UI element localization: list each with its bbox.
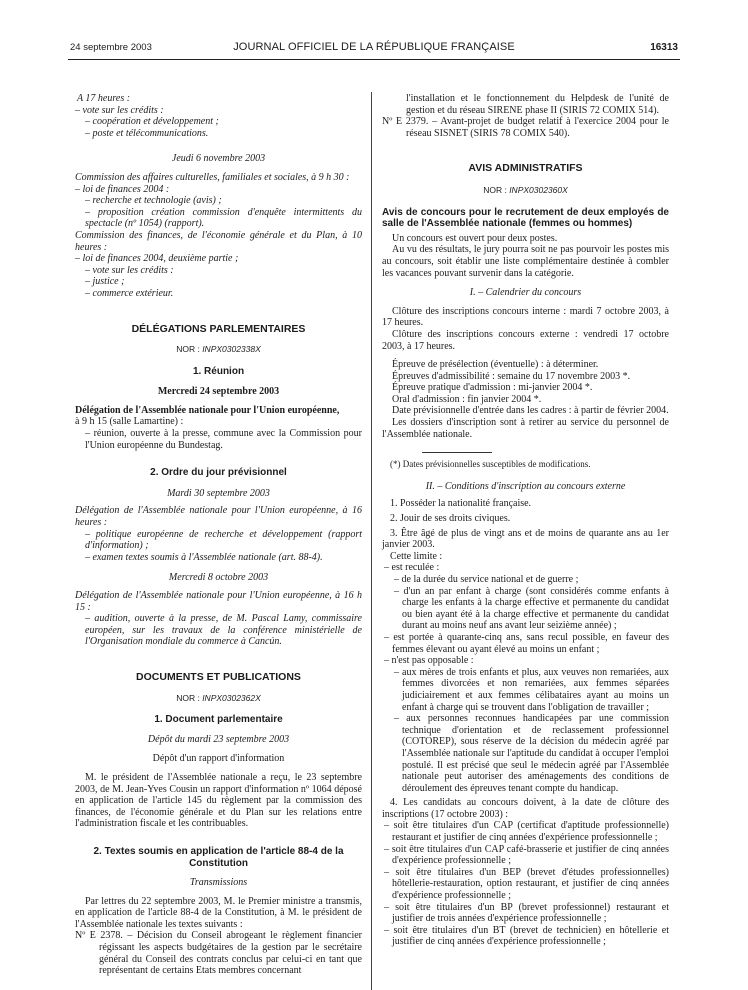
paragraph: Délégation de l'Assemblée nationale pour l'Union européenne, à 16 heures :: [75, 505, 362, 529]
paragraph: Nº E 2379. – Avant-projet de budget relatif à l'exercice 2004 pour le réseau SISNET (SIRIS 78 COMIX 540).: [382, 116, 669, 139]
list-item: – vote sur les crédits :: [85, 264, 174, 276]
date-heading: Mardi 30 septembre 2003: [167, 487, 270, 499]
subsection-title: 1. Réunion: [192, 365, 245, 377]
subsection-title: II. – Conditions d'inscription au concours externe: [425, 480, 626, 492]
right-column: [382, 93, 669, 948]
paragraph: Épreuve de présélection (éventuelle) : à déterminer.: [392, 359, 599, 371]
paragraph: 3. Être âgé de plus de vingt ans et de moins de quarante ans au 1er janvier 2003.: [382, 527, 669, 551]
paragraph: Cette limite :: [390, 550, 443, 562]
paragraph: 1. Posséder la nationalité française.: [390, 498, 532, 510]
text-line: – coopération et développement ;: [85, 116, 219, 128]
nor-reference: NOR : INPX0302338X: [176, 344, 261, 355]
list-item: – aux mères de trois enfants et plus, aux veuves non remariées, aux femmes divorcées et non remariées, aux femmes séparées judiciairement et aux femmes célibataires ayant au moins un enfant à charge qui se trouvent dans l'obligation de travailler ;: [394, 666, 669, 713]
section-title: DÉLÉGATIONS PARLEMENTAIRES: [131, 322, 306, 335]
list-item: – aux personnes reconnues handicapées par une commission technique d'orientation et de reclassement professionnel (COTOREP), sous réserve de la décision du médecin agréé par l'Assemblée nationale sur l'aptitude du candidat à occuper l'emploi postulé. Il est précisé que seul le médecin agréé par l'Assemblée nationale peut autoriser des aménagements des conditions de déroulement des épreuves tenant compte du handicap.: [394, 713, 669, 794]
paragraph: Clôture des inscriptions concours interne : mardi 7 octobre 2003, à 17 heures.: [382, 305, 669, 329]
subsection-title: 1. Document parlementaire: [154, 714, 283, 726]
subsection-title: I. – Calendrier du concours: [469, 287, 582, 299]
list-item: – justice ;: [85, 276, 125, 288]
header-rule: [68, 59, 680, 60]
paragraph: Les dossiers d'inscription sont à retirer au service du personnel de l'Assemblée nationale.: [382, 417, 669, 440]
paragraph: Commission des affaires culturelles, familiales et sociales, à 9 h 30 :: [75, 171, 350, 183]
paragraph: Épreuve pratique d'admission : mi-janvier 2004 *.: [392, 382, 593, 394]
text-line: – poste et télécommunications.: [85, 127, 209, 139]
paragraph: à 9 h 15 (salle Lamartine) :: [75, 416, 184, 428]
left-column: [75, 93, 362, 977]
paragraph: Épreuves d'admissibilité : semaine du 17 novembre 2003 *.: [392, 370, 631, 382]
list-item: – loi de finances 2004 :: [75, 183, 170, 195]
list-item: – commerce extérieur.: [85, 287, 174, 299]
section-title: AVIS ADMINISTRATIFS: [468, 162, 583, 175]
paragraph: M. le président de l'Assemblée nationale a reçu, le 23 septembre 2003, de M. Jean-Yves Cousin un rapport d'information nº 1064 déposé en application de l'article 145 du règlement par la commission des finances, de l'économie générale et du Plan sur les relations entre l'administration fiscale et les contribuables.: [75, 771, 362, 830]
list-item: – d'un an par enfant à charge (sont considérés comme enfants à charge les enfants à la charge effective et permanente du candidat ou bien ayant été à la charge effective et permanente du candidat durant au moins neuf ans avant leur seizième année) ;: [394, 585, 669, 632]
date-heading: Mercredi 8 octobre 2003: [168, 572, 269, 584]
paragraph: Clôture des inscriptions concours externe : vendredi 17 octobre 2003, à 17 heures.: [382, 328, 669, 352]
subsection-subtitle: Transmissions: [189, 877, 248, 889]
list-item: – soit être titulaires d'un CAP café-brasserie et justifier de cinq années d'expérience professionnelle ;: [384, 843, 669, 867]
header-title: JOURNAL OFFICIEL DE LA RÉPUBLIQUE FRANÇAISE: [233, 41, 515, 53]
paragraph: Date prévisionnelle d'entrée dans les cadres : à partir de février 2004.: [392, 405, 669, 417]
footnote: (*) Dates prévisionnelles susceptibles de modifications.: [390, 459, 591, 470]
list-item: – soit être titulaires d'un CAP (certificat d'aptitude professionnelle) restaurant et justifier de cinq années d'expérience professionnelle ;: [384, 820, 669, 844]
column-separator: [371, 92, 372, 990]
paragraph: Un concours est ouvert pour deux postes.: [392, 232, 558, 244]
subsection-title: 2. Textes soumis en application de l'article 88-4 de la Constitution: [93, 845, 344, 869]
list-item: – audition, ouverte à la presse, de M. Pascal Lamy, commissaire européen, sur les travaux de la conférence ministérielle de l'Organisation mondiale du commerce à Cancún.: [85, 613, 362, 648]
paragraph-heading: Dépôt d'un rapport d'information: [152, 753, 285, 765]
list-item: – loi de finances 2004, deuxième partie ;: [75, 253, 239, 265]
date-heading: Jeudi 6 novembre 2003: [171, 153, 266, 165]
paragraph: l'installation et le fonctionnement du Helpdesk de l'unité de gestion et du réseau SIRENE phase II (SIRIS 72 COMIX 514).: [406, 93, 669, 116]
paragraph: Délégation de l'Assemblée nationale pour l'Union européenne,: [75, 404, 340, 416]
text-line: A 17 heures :: [77, 93, 131, 104]
subsection-title: 2. Ordre du jour prévisionnel: [150, 467, 287, 479]
list-item: – recherche et technologie (avis) ;: [85, 195, 222, 207]
paragraph: 4. Les candidats au concours doivent, à la date de clôture des inscriptions (17 octobre 2003) :: [382, 797, 669, 820]
list-item: – examen textes soumis à l'Assemblée nationale (art. 88-4).: [85, 551, 323, 563]
paragraph: Par lettres du 22 septembre 2003, M. le Premier ministre a transmis, en application de l'article 88-4 de la Constitution, à M. le président de l'Assemblée nationale les textes suivants :: [75, 895, 362, 930]
list-item: – soit être titulaires d'un BP (brevet professionnel) restaurant et justifier de trois années d'expérience professionnelle ;: [384, 901, 669, 925]
paragraph: Au vu des résultats, le jury pourra soit ne pas pourvoir les postes mis au concours, soit établir une liste complémentaire destinée à combler les vacances pouvant survenir dans la catégorie.: [382, 244, 669, 279]
section-title: DOCUMENTS ET PUBLICATIONS: [136, 670, 301, 683]
list-item: – politique européenne de recherche et développement (rapport d'information) ;: [85, 528, 362, 552]
list-item: – n'est pas opposable :: [384, 655, 474, 667]
footnote-rule: [422, 452, 492, 453]
notice-heading: Avis de concours pour le recrutement de deux employés de salle de l'Assemblée nationale (femmes ou hommes): [382, 206, 669, 230]
paragraph: Délégation de l'Assemblée nationale pour l'Union européenne, à 16 h 15 :: [75, 590, 362, 613]
paragraph: Nº E 2378. – Décision du Conseil abrogeant le règlement financier régissant les aspects budgétaires de la gestion par le secrétaire général du Conseil des contrats conclus par celui-ci en tant que représentant de certains Etats membres concernant: [75, 930, 362, 977]
nor-reference: NOR : INPX0302362X: [176, 692, 261, 703]
list-item: – est portée à quarante-cinq ans, sans recul possible, en faveur des femmes élevant ou ayant élevé au moins un enfant ;: [384, 631, 669, 655]
list-item: – soit être titulaires d'un BT (brevet de technicien) en hôtellerie et justifier de cinq années d'expérience professionnelle ;: [384, 924, 669, 948]
header-page-number: 16313: [650, 42, 678, 53]
list-item: – proposition création commission d'enquête intermittents du spectacle (nº 1054) (rapport).: [85, 206, 362, 230]
page-header: [70, 38, 678, 56]
paragraph: 2. Jouir de ses droits civiques.: [390, 513, 511, 525]
paragraph: Commission des finances, de l'économie générale et du Plan, à 10 heures :: [75, 229, 362, 253]
date-heading: Dépôt du mardi 23 septembre 2003: [147, 733, 290, 745]
list-item: – est reculée :: [384, 562, 440, 574]
list-item: – réunion, ouverte à la presse, commune avec la Commission pour l'Union européenne du Bundestag.: [85, 428, 362, 451]
nor-reference: NOR : INPX0302360X: [483, 184, 568, 195]
list-item: – soit être titulaires d'un BEP (brevet d'études professionnelles) hôtellerie-restauration, option restaurant, et justifier de cinq années d'expérience professionnelle ;: [384, 866, 669, 902]
header-date: 24 septembre 2003: [70, 42, 152, 53]
paragraph: Oral d'admission : fin janvier 2004 *.: [392, 393, 542, 405]
date-heading: Mercredi 24 septembre 2003: [157, 386, 280, 398]
list-item: – de la durée du service national et de guerre ;: [394, 574, 579, 585]
text-line: – vote sur les crédits :: [75, 104, 164, 116]
